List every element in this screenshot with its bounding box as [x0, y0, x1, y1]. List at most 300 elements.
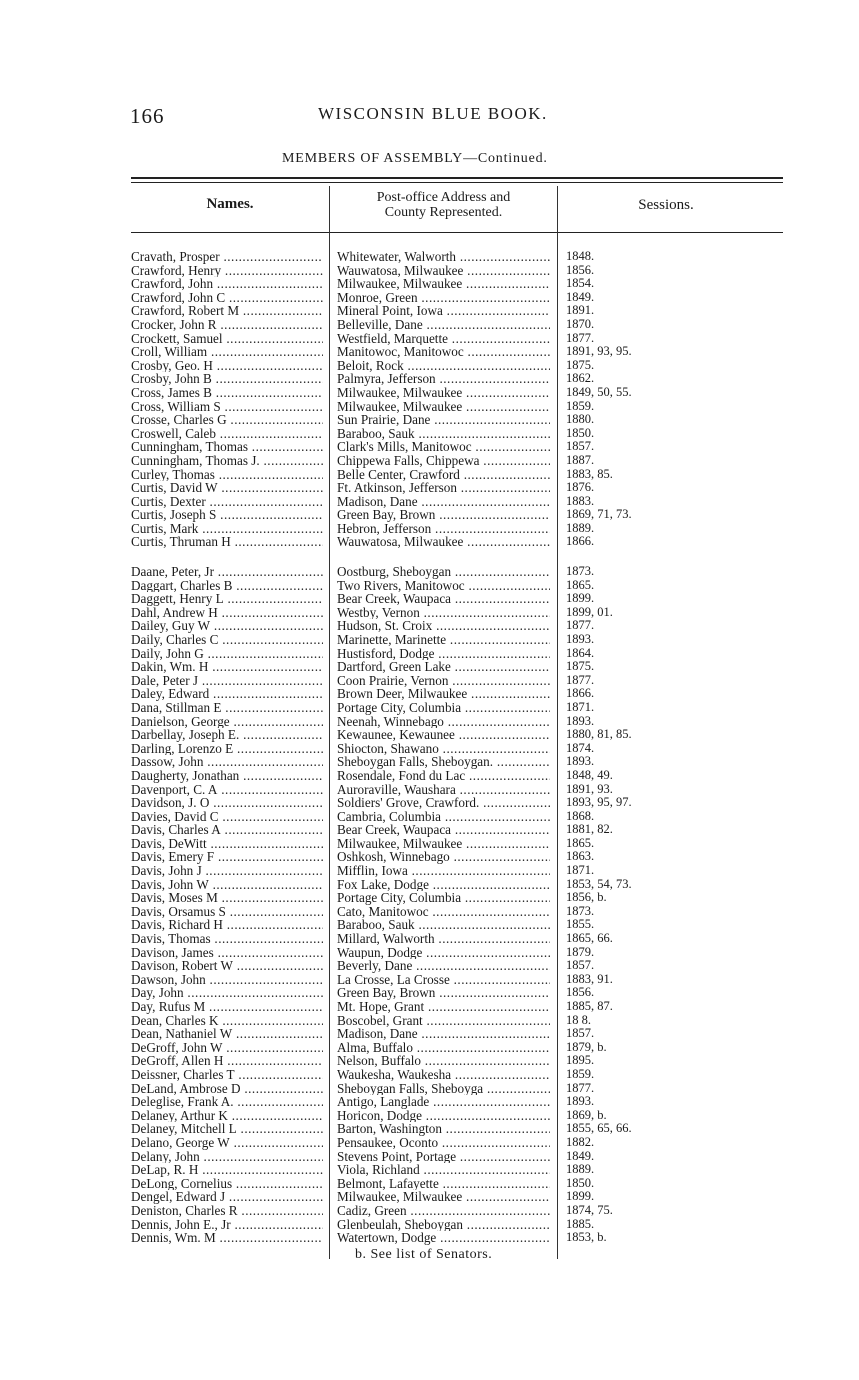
- member-sessions: 1875.: [566, 659, 595, 674]
- member-sessions: 1877.: [566, 1080, 595, 1095]
- table-row: [0, 1122, 859, 1136]
- member-address: Baraboo, Sauk .....: [337, 918, 550, 932]
- member-sessions: 1883, 91.: [566, 971, 613, 986]
- member-name: Dailey, Guy W .....: [131, 619, 323, 633]
- top-rule-thick: [131, 177, 783, 179]
- table-row: [0, 850, 859, 864]
- member-sessions: 1877.: [566, 672, 595, 687]
- member-sessions: 1866.: [566, 686, 595, 701]
- member-sessions: 1874.: [566, 740, 595, 755]
- member-name: Deissner, Charles T .....: [131, 1068, 323, 1082]
- member-name: Darling, Lorenzo E .....: [131, 742, 323, 756]
- table-row: [0, 769, 859, 783]
- member-name: Davies, David C .....: [131, 810, 323, 824]
- member-sessions: 1868.: [566, 808, 595, 823]
- member-name: Curtis, Dexter .....: [131, 495, 323, 509]
- member-sessions: 1865.: [566, 577, 595, 592]
- member-address: Westby, Vernon .....: [337, 606, 550, 620]
- table-row: [0, 1163, 859, 1177]
- member-address: Brown Deer, Milwaukee .....: [337, 687, 550, 701]
- table-row: [0, 468, 859, 482]
- member-sessions: 1850.: [566, 1175, 595, 1190]
- table-row: [0, 1068, 859, 1082]
- member-block-d: [0, 565, 859, 1245]
- table-row: [0, 318, 859, 332]
- member-address: Cambria, Columbia .....: [337, 810, 550, 824]
- member-name: Crawford, Henry .....: [131, 264, 323, 278]
- member-name: Crosby, Geo. H .....: [131, 359, 323, 373]
- member-sessions: 1883, 85.: [566, 466, 613, 481]
- member-name: Crawford, John .....: [131, 277, 323, 291]
- member-address: Viola, Richland .....: [337, 1163, 550, 1177]
- header-rule: [131, 232, 783, 233]
- member-sessions: 18 8.: [566, 1012, 591, 1027]
- table-row: [0, 400, 859, 414]
- member-sessions: 1871.: [566, 699, 595, 714]
- member-address: Green Bay, Brown .....: [337, 986, 550, 1000]
- member-name: Cross, James B .....: [131, 386, 323, 400]
- table-row: [0, 579, 859, 593]
- table-row: [0, 810, 859, 824]
- member-address: Beloit, Rock .....: [337, 359, 550, 373]
- member-name: Daane, Peter, Jr .....: [131, 565, 323, 579]
- member-name: Dakin, Wm. H .....: [131, 660, 323, 674]
- member-address: Mt. Hope, Grant .....: [337, 1000, 550, 1014]
- member-sessions: 1856, b.: [566, 890, 607, 905]
- member-name: Daggett, Henry L .....: [131, 592, 323, 606]
- member-address: Millard, Walworth .....: [337, 932, 550, 946]
- member-name: Davis, Charles A .....: [131, 823, 323, 837]
- table-row: [0, 565, 859, 579]
- table-row: [0, 660, 859, 674]
- member-name: Cunningham, Thomas .....: [131, 440, 323, 454]
- member-address: Two Rivers, Manitowoc .....: [337, 579, 550, 593]
- table-row: [0, 647, 859, 661]
- table-row: [0, 250, 859, 264]
- member-sessions: 1893.: [566, 754, 595, 769]
- member-address: Clark's Mills, Manitowoc .....: [337, 440, 550, 454]
- member-address: Dartford, Green Lake .....: [337, 660, 550, 674]
- member-name: Deniston, Charles R .....: [131, 1204, 323, 1218]
- member-name: Davis, John W .....: [131, 878, 323, 892]
- member-sessions: 1850.: [566, 425, 595, 440]
- member-name: Croll, William .....: [131, 345, 323, 359]
- member-sessions: 1864.: [566, 645, 595, 660]
- table-row: [0, 481, 859, 495]
- member-name: Daily, Charles C .....: [131, 633, 323, 647]
- member-sessions: 1891.: [566, 303, 595, 318]
- member-name: Dahl, Andrew H .....: [131, 606, 323, 620]
- member-address: Belmont, Lafayette .....: [337, 1177, 550, 1191]
- member-name: Crosse, Charles G .....: [131, 413, 323, 427]
- column-header-address: [330, 190, 557, 220]
- member-address: Madison, Dane .....: [337, 495, 550, 509]
- member-sessions: 1862.: [566, 371, 595, 386]
- member-sessions: 1882.: [566, 1134, 595, 1149]
- member-address: Horicon, Dodge .....: [337, 1109, 550, 1123]
- table-row: [0, 864, 859, 878]
- column-header-sessions: Sessions.: [638, 197, 694, 213]
- table-row: [0, 1177, 859, 1191]
- member-sessions: 1857.: [566, 958, 595, 973]
- member-sessions: 1883.: [566, 493, 595, 508]
- member-sessions: 1856.: [566, 985, 595, 1000]
- member-address: Rosendale, Fond du Lac .....: [337, 769, 550, 783]
- footnote: b. See list of Senators.: [355, 1247, 493, 1262]
- member-sessions: 1866.: [566, 534, 595, 549]
- table-row: [0, 1204, 859, 1218]
- member-address: Cato, Manitowoc .....: [337, 905, 550, 919]
- member-name: Curtis, Mark .....: [131, 522, 323, 536]
- member-sessions: 1893.: [566, 1094, 595, 1109]
- table-row: [0, 1109, 859, 1123]
- member-name: Davis, John J .....: [131, 864, 323, 878]
- member-name: Davis, DeWitt .....: [131, 837, 323, 851]
- member-sessions: 1863.: [566, 849, 595, 864]
- table-row: [0, 1136, 859, 1150]
- table-row: [0, 796, 859, 810]
- table-row: [0, 959, 859, 973]
- member-name: Davis, Emery F .....: [131, 850, 323, 864]
- member-address: Baraboo, Sauk .....: [337, 427, 550, 441]
- member-name: DeLand, Ambrose D .....: [131, 1082, 323, 1096]
- member-name: Daugherty, Jonathan .....: [131, 769, 323, 783]
- member-name: Davidson, J. O .....: [131, 796, 323, 810]
- member-address: Westfield, Marquette .....: [337, 332, 550, 346]
- member-sessions: 1891, 93, 95.: [566, 344, 632, 359]
- member-name: Dennis, Wm. M .....: [131, 1231, 323, 1245]
- table-row: [0, 495, 859, 509]
- member-sessions: 1889.: [566, 1162, 595, 1177]
- table-row: [0, 891, 859, 905]
- member-address: Belle Center, Crawford .....: [337, 468, 550, 482]
- member-address: Milwaukee, Milwaukee .....: [337, 277, 550, 291]
- member-name: Dassow, John .....: [131, 755, 323, 769]
- member-name: Dawson, John .....: [131, 973, 323, 987]
- member-name: Dengel, Edward J .....: [131, 1190, 323, 1204]
- member-sessions: 1865.: [566, 835, 595, 850]
- page-number: 166: [130, 104, 165, 128]
- column-header-address-line1: Post-office Address and: [376, 190, 511, 205]
- member-address: Barton, Washington .....: [337, 1122, 550, 1136]
- table-row: [0, 715, 859, 729]
- member-sessions: 1877.: [566, 618, 595, 633]
- table-row: [0, 1014, 859, 1028]
- member-name: Delano, George W .....: [131, 1136, 323, 1150]
- member-name: Davis, Richard H .....: [131, 918, 323, 932]
- member-name: Cunningham, Thomas J. .....: [131, 454, 323, 468]
- member-name: DeGroff, Allen H .....: [131, 1054, 323, 1068]
- table-row: [0, 413, 859, 427]
- table-row: [0, 359, 859, 373]
- member-address: Antigo, Langlade .....: [337, 1095, 550, 1109]
- member-sessions: 1880.: [566, 412, 595, 427]
- member-address: Hudson, St. Croix .....: [337, 619, 550, 633]
- table-row: [0, 1054, 859, 1068]
- member-sessions: 1879, b.: [566, 1039, 607, 1054]
- member-sessions: 1877.: [566, 330, 595, 345]
- member-sessions: 1885.: [566, 1216, 595, 1231]
- member-name: Delaney, Arthur K .....: [131, 1109, 323, 1123]
- member-address: Ft. Atkinson, Jefferson .....: [337, 481, 550, 495]
- table-row: [0, 345, 859, 359]
- member-sessions: 1879.: [566, 944, 595, 959]
- member-sessions: 1873.: [566, 564, 595, 578]
- member-sessions: 1865, 66.: [566, 931, 613, 946]
- member-address: Nelson, Buffalo .....: [337, 1054, 550, 1068]
- member-address: Monroe, Green .....: [337, 291, 550, 305]
- member-name: DeGroff, John W .....: [131, 1041, 323, 1055]
- member-sessions: 1899, 01.: [566, 604, 613, 619]
- member-address: Portage City, Columbia .....: [337, 891, 550, 905]
- member-address: Hustisford, Dodge .....: [337, 647, 550, 661]
- member-sessions: 1899.: [566, 591, 595, 606]
- member-address: Alma, Buffalo .....: [337, 1041, 550, 1055]
- member-address: Sheboygan Falls, Sheboyga .....: [337, 1082, 550, 1096]
- member-name: Daley, Edward .....: [131, 687, 323, 701]
- member-sessions: 1873.: [566, 903, 595, 918]
- member-address: Bear Creek, Waupaca .....: [337, 592, 550, 606]
- member-name: Curtis, Thruman H .....: [131, 535, 323, 549]
- member-address: Milwaukee, Milwaukee .....: [337, 837, 550, 851]
- member-sessions: 1848, 49.: [566, 767, 613, 782]
- member-name: Davis, Thomas .....: [131, 932, 323, 946]
- member-address: Wauwatosa, Milwaukee .....: [337, 535, 550, 549]
- member-address: Marinette, Marinette .....: [337, 633, 550, 647]
- member-address: Auroraville, Waushara .....: [337, 783, 550, 797]
- member-address: Waukesha, Waukesha .....: [337, 1068, 550, 1082]
- member-sessions: 1855.: [566, 917, 595, 932]
- member-address: Pensaukee, Oconto .....: [337, 1136, 550, 1150]
- table-row: [0, 264, 859, 278]
- member-address: Fox Lake, Dodge .....: [337, 878, 550, 892]
- table-row: [0, 427, 859, 441]
- member-name: Davis, Moses M .....: [131, 891, 323, 905]
- member-address: Waupun, Dodge .....: [337, 946, 550, 960]
- member-sessions: 1881, 82.: [566, 822, 613, 837]
- member-name: Curley, Thomas .....: [131, 468, 323, 482]
- member-address: Sheboygan Falls, Sheboygan. .....: [337, 755, 550, 769]
- table-row: [0, 386, 859, 400]
- member-address: Mifflin, Iowa .....: [337, 864, 550, 878]
- member-name: Dean, Charles K .....: [131, 1014, 323, 1028]
- member-name: Darbellay, Joseph E. .....: [131, 728, 323, 742]
- member-sessions: 1885, 87.: [566, 999, 613, 1013]
- member-name: Crawford, Robert M .....: [131, 304, 323, 318]
- member-sessions: 1859.: [566, 1066, 595, 1081]
- member-name: Crocker, John R .....: [131, 318, 323, 332]
- member-sessions: 1875.: [566, 357, 595, 372]
- table-row: [0, 372, 859, 386]
- member-sessions: 1893, 95, 97.: [566, 795, 632, 810]
- table-row: [0, 973, 859, 987]
- member-name: Crawford, John C .....: [131, 291, 323, 305]
- table-row: [0, 291, 859, 305]
- member-address: Milwaukee, Milwaukee .....: [337, 1190, 550, 1204]
- member-address: Oshkosh, Winnebago .....: [337, 850, 550, 864]
- member-name: Croswell, Caleb .....: [131, 427, 323, 441]
- member-address: Wauwatosa, Milwaukee .....: [337, 264, 550, 278]
- member-sessions: 1857.: [566, 439, 595, 454]
- table-row: [0, 687, 859, 701]
- member-sessions: 1880, 81, 85.: [566, 727, 632, 742]
- table-row: [0, 946, 859, 960]
- table-row: [0, 932, 859, 946]
- member-sessions: 1853, b.: [566, 1230, 607, 1245]
- member-name: Dana, Stillman E .....: [131, 701, 323, 715]
- member-sessions: 1849.: [566, 289, 595, 304]
- member-name: Davison, Robert W .....: [131, 959, 323, 973]
- table-row: [0, 522, 859, 536]
- member-sessions: 1849, 50, 55.: [566, 384, 632, 399]
- member-name: Delany, John .....: [131, 1150, 323, 1164]
- table-row: [0, 701, 859, 715]
- member-address: Bear Creek, Waupaca .....: [337, 823, 550, 837]
- member-sessions: 1849.: [566, 1148, 595, 1163]
- member-name: Day, John .....: [131, 986, 323, 1000]
- member-name: Curtis, David W .....: [131, 481, 323, 495]
- member-sessions: 1893.: [566, 713, 595, 728]
- column-header-names: Names.: [206, 196, 254, 212]
- table-row: [0, 454, 859, 468]
- member-name: Deleglise, Frank A. .....: [131, 1095, 323, 1109]
- member-name: Curtis, Joseph S .....: [131, 508, 323, 522]
- member-sessions: 1869, b.: [566, 1107, 607, 1122]
- member-sessions: 1893.: [566, 631, 595, 646]
- member-name: Dean, Nathaniel W .....: [131, 1027, 323, 1041]
- table-row: [0, 823, 859, 837]
- table-row: [0, 1218, 859, 1232]
- table-row: [0, 905, 859, 919]
- member-name: Davis, Orsamus S .....: [131, 905, 323, 919]
- member-address: Chippewa Falls, Chippewa .....: [337, 454, 550, 468]
- running-title: WISCONSIN BLUE BOOK.: [318, 104, 548, 123]
- table-row: [0, 535, 859, 549]
- table-row: [0, 878, 859, 892]
- member-name: Daggart, Charles B .....: [131, 579, 323, 593]
- member-address: Glenbeulah, Sheboygan .....: [337, 1218, 550, 1232]
- member-address: Neenah, Winnebago .....: [337, 715, 550, 729]
- member-name: Davenport, C. A .....: [131, 783, 323, 797]
- table-row: [0, 304, 859, 318]
- table-row: [0, 1095, 859, 1109]
- member-sessions: 1854.: [566, 276, 595, 291]
- member-address: Hebron, Jefferson .....: [337, 522, 550, 536]
- table-row: [0, 332, 859, 346]
- member-name: Dennis, John E., Jr .....: [131, 1218, 323, 1232]
- member-address: Palmyra, Jefferson .....: [337, 372, 550, 386]
- table-row: [0, 1041, 859, 1055]
- table-row: [0, 1082, 859, 1096]
- table-row: [0, 606, 859, 620]
- member-address: Milwaukee, Milwaukee .....: [337, 386, 550, 400]
- member-name: Delaney, Mitchell L .....: [131, 1122, 323, 1136]
- member-name: Crockett, Samuel .....: [131, 332, 323, 346]
- member-name: Crosby, John B .....: [131, 372, 323, 386]
- table-title: MEMBERS OF ASSEMBLY—Continued.: [282, 151, 548, 166]
- member-address: Boscobel, Grant .....: [337, 1014, 550, 1028]
- member-address: Manitowoc, Manitowoc .....: [337, 345, 550, 359]
- member-address: Watertown, Dodge .....: [337, 1231, 550, 1245]
- member-sessions: 1891, 93.: [566, 781, 613, 796]
- table-row: [0, 1000, 859, 1014]
- member-address: Coon Prairie, Vernon .....: [337, 674, 550, 688]
- member-sessions: 1871.: [566, 863, 595, 878]
- member-sessions: 1876.: [566, 480, 595, 495]
- member-name: Dale, Peter J .....: [131, 674, 323, 688]
- table-row: [0, 918, 859, 932]
- member-address: Shiocton, Shawano .....: [337, 742, 550, 756]
- member-name: DeLap, R. H .....: [131, 1163, 323, 1177]
- table-row: [0, 783, 859, 797]
- table-row: [0, 1231, 859, 1245]
- table-row: [0, 837, 859, 851]
- top-rule-thin: [131, 182, 783, 183]
- member-address: Madison, Dane .....: [337, 1027, 550, 1041]
- member-block-c: [0, 250, 859, 549]
- member-sessions: 1848.: [566, 249, 595, 263]
- table-row: [0, 619, 859, 633]
- member-address: Portage City, Columbia .....: [337, 701, 550, 715]
- member-name: Cross, William S .....: [131, 400, 323, 414]
- member-name: Davison, James .....: [131, 946, 323, 960]
- table-row: [0, 728, 859, 742]
- member-sessions: 1855, 65, 66.: [566, 1121, 632, 1136]
- table-row: [0, 633, 859, 647]
- member-sessions: 1857.: [566, 1026, 595, 1041]
- member-sessions: 1887.: [566, 452, 595, 467]
- column-header-address-line2: County Represented.: [384, 205, 503, 220]
- member-address: Green Bay, Brown .....: [337, 508, 550, 522]
- table-row: [0, 592, 859, 606]
- table-row: [0, 277, 859, 291]
- member-sessions: 1869, 71, 73.: [566, 507, 632, 522]
- table-row: [0, 755, 859, 769]
- member-address: Soldiers' Grove, Crawford. .....: [337, 796, 550, 810]
- member-address: Oostburg, Sheboygan .....: [337, 565, 550, 579]
- member-sessions: 1895.: [566, 1053, 595, 1068]
- member-name: Danielson, George .....: [131, 715, 323, 729]
- member-sessions: 1856.: [566, 262, 595, 277]
- member-address: Sun Prairie, Dane .....: [337, 413, 550, 427]
- member-sessions: 1889.: [566, 520, 595, 535]
- member-address: La Crosse, La Crosse .....: [337, 973, 550, 987]
- member-sessions: 1870.: [566, 316, 595, 331]
- member-name: DeLong, Cornelius .....: [131, 1177, 323, 1191]
- table-row: [0, 440, 859, 454]
- member-name: Daily, John G .....: [131, 647, 323, 661]
- table-row: [0, 1150, 859, 1164]
- member-sessions: 1899.: [566, 1189, 595, 1204]
- member-name: Cravath, Prosper .....: [131, 250, 323, 264]
- table-row: [0, 674, 859, 688]
- member-address: Kewaunee, Kewaunee .....: [337, 728, 550, 742]
- table-row: [0, 1190, 859, 1204]
- table-row: [0, 986, 859, 1000]
- member-address: Whitewater, Walworth .....: [337, 250, 550, 264]
- table-row: [0, 1027, 859, 1041]
- member-address: Stevens Point, Portage .....: [337, 1150, 550, 1164]
- member-address: Cadiz, Green .....: [337, 1204, 550, 1218]
- table-row: [0, 742, 859, 756]
- member-name: Day, Rufus M .....: [131, 1000, 323, 1014]
- member-address: Beverly, Dane .....: [337, 959, 550, 973]
- table-row: [0, 508, 859, 522]
- member-sessions: 1874, 75.: [566, 1202, 613, 1217]
- member-sessions: 1859.: [566, 398, 595, 413]
- member-address: Belleville, Dane .....: [337, 318, 550, 332]
- member-address: Mineral Point, Iowa .....: [337, 304, 550, 318]
